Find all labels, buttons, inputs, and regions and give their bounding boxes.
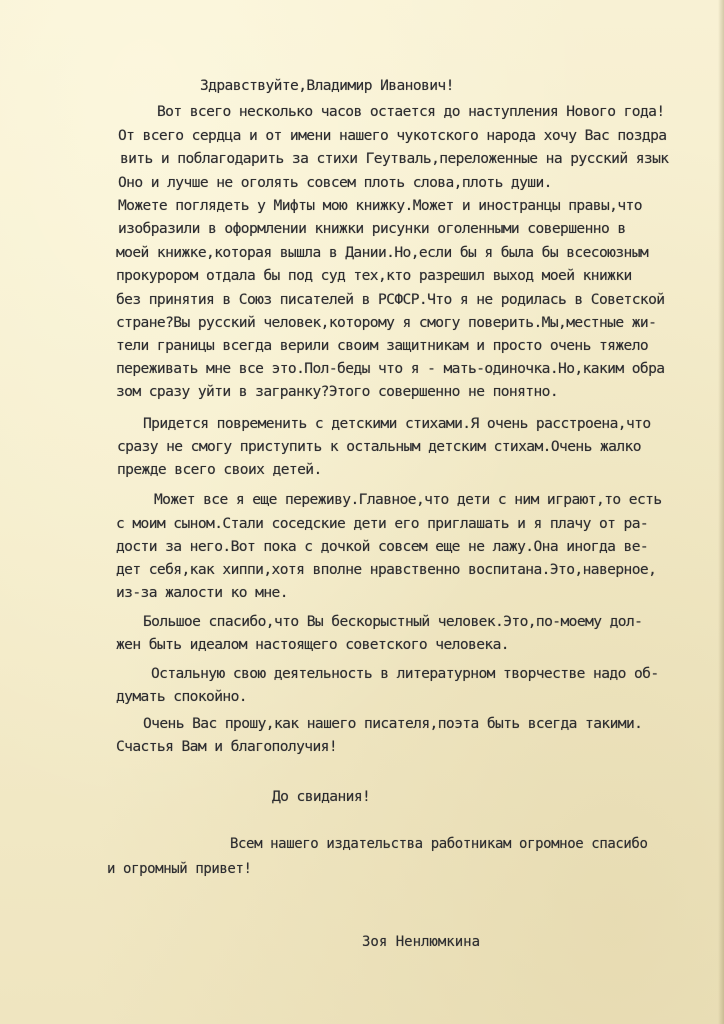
letter-line: Может все я еще переживу.Главное,что дети с ним играют,то есть	[154, 491, 662, 508]
letter-line: зом сразу уйти в загранку?Этого совершенно не понятно.	[116, 383, 559, 400]
letter-line: Очень Вас прошу,как нашего писателя,поэта быть всегда такими.	[143, 715, 643, 732]
postscript-line: Всем нашего издательства работникам огромное спасибо	[230, 836, 648, 852]
letter-line: стране?Вы русский человек,которому я смогу поверить.Мы,местные жи-	[116, 314, 657, 331]
letter-line: Счастья Вам и благополучия!	[116, 738, 338, 755]
letter-line: Остальную свою деятельность в литературном творчестве надо об-	[151, 665, 659, 682]
letter-line: прежде всего своих детей.	[117, 461, 322, 478]
letter-line: с моим сыном.Стали соседские дети его приглашать и я плачу от ра-	[116, 515, 649, 532]
letter-line: дет себя,как хиппи,хотя вполне нравственно воспитана.Это,наверное,	[116, 561, 657, 578]
letter-line: сразу не смогу приступить к остальным детским стихам.Очень жалко	[117, 438, 641, 455]
postscript-line: и огромный привет!	[107, 861, 252, 877]
letter-line: думать спокойно.	[116, 688, 247, 705]
letter-line: Можете поглядеть у Мифты мою книжку.Может и иностранцы правы,что	[118, 197, 642, 214]
letter-farewell: До свидания!	[272, 788, 371, 805]
letter-greeting: Здравствуйте,Владимир Иванович!	[200, 77, 454, 94]
page-edge-shadow	[718, 0, 724, 1024]
letter-line: без принятия в Союз писателей в РСФСР.Что я не родилась в Советской	[116, 291, 665, 308]
letter-line: дости за него.Вот пока с дочкой совсем еще не лажу.Она иногда ве-	[116, 538, 649, 555]
letter-line: вить и поблагодарить за стихи Геутваль,переложенные на русский язык	[120, 150, 669, 167]
letter-line: переживать мне все это.Пол-беды что я - мать-одиночка.Но,каким обра	[116, 360, 665, 377]
signature: Зоя Ненлюмкина	[362, 934, 481, 950]
letter-line: изобразили в оформлении книжки рисунки оголенными совершенно в	[118, 220, 626, 237]
letter-line: из-за жалости ко мне.	[116, 584, 288, 601]
letter-line: прокурором отдала бы под суд тех,кто разрешил выход моей книжки	[116, 267, 632, 284]
letter-line: Оно и лучше не оголять совсем плоть слова,плоть души.	[118, 174, 552, 191]
letter-line: Придется повременить с детскими стихами.Я очень расстроена,что	[143, 415, 651, 432]
letter-line: От всего сердца и от имени нашего чукотского народа хочу Вас поздра	[118, 127, 667, 144]
letter-line: Вот всего несколько часов остается до наступления Нового года!	[157, 103, 665, 120]
letter-line: тели границы всегда верили своим защитникам и просто очень тяжело	[116, 337, 649, 354]
letter-line: Большое спасибо,что Вы бескорыстный человек.Это,по-моему дол-	[143, 613, 643, 630]
letter-line: жен быть идеалом настоящего советского человека.	[116, 636, 509, 653]
letter-line: моей книжке,которая вышла в Дании.Но,если бы я была бы всесоюзным	[116, 244, 649, 261]
